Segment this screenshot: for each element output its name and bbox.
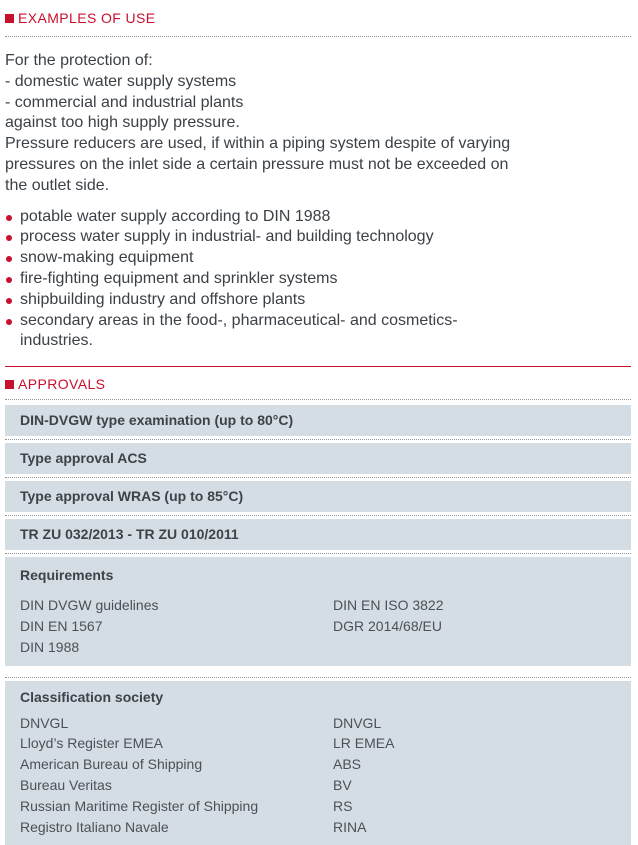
classification-right-column bbox=[333, 713, 394, 838]
intro-line: - domestic water supply systems bbox=[5, 72, 237, 90]
classification-left-column bbox=[20, 713, 332, 838]
list-item: DIN EN 1567 bbox=[20, 617, 103, 634]
list-item: DIN DVGW guidelines bbox=[20, 597, 159, 614]
approval-divider bbox=[5, 515, 631, 516]
requirements-right-column bbox=[333, 595, 444, 637]
list-item: BV bbox=[333, 776, 352, 793]
list-item: Registro Italiano Navale bbox=[20, 818, 169, 835]
list-item-text: process water supply in industrial- and building technology bbox=[20, 228, 434, 246]
requirements-box bbox=[5, 557, 631, 665]
list-item bbox=[5, 269, 631, 290]
list-item-text: potable water supply according to DIN 1988 bbox=[20, 207, 331, 225]
list-item: DNVGL bbox=[20, 714, 69, 731]
red-square-icon bbox=[5, 14, 14, 23]
approval-item: DIN-DVGW type examination (up to 80°C) bbox=[5, 405, 631, 436]
intro-line: against too high supply pressure. bbox=[5, 114, 240, 132]
approval-divider bbox=[5, 477, 631, 478]
list-item: Russian Maritime Register of Shipping bbox=[20, 797, 259, 814]
list-item: DIN 1988 bbox=[20, 638, 80, 655]
requirements-divider bbox=[5, 677, 631, 678]
bullet-dot-icon bbox=[6, 256, 12, 262]
intro-line: pressures on the inlet side a certain pressure must not be exceeded on bbox=[5, 155, 509, 173]
list-item-text: industries. bbox=[20, 332, 93, 350]
intro-text bbox=[5, 51, 631, 197]
approval-item: Type approval ACS bbox=[5, 443, 631, 474]
classification-box bbox=[5, 681, 631, 845]
bullet-dot-icon bbox=[6, 235, 12, 241]
approvals-divider bbox=[5, 399, 631, 400]
list-item-text: snow-making equipment bbox=[20, 249, 194, 267]
bullet-dot-icon bbox=[6, 298, 12, 304]
approvals-title: APPROVALS bbox=[18, 376, 106, 393]
list-item: DGR 2014/68/EU bbox=[333, 617, 442, 634]
bullet-dot-icon bbox=[6, 215, 12, 221]
examples-divider bbox=[5, 36, 631, 37]
approval-item: Type approval WRAS (up to 85°C) bbox=[5, 481, 631, 512]
list-item: American Bureau of Shipping bbox=[20, 756, 203, 773]
list-item bbox=[5, 311, 631, 353]
list-item: ABS bbox=[333, 756, 362, 773]
list-item: Lloyd’s Register EMEA bbox=[20, 735, 163, 752]
use-case-list bbox=[5, 207, 631, 353]
list-item-text: fire-fighting equipment and sprinkler systems bbox=[20, 269, 338, 287]
classification-title: Classification society bbox=[20, 688, 164, 705]
requirements-title: Requirements bbox=[20, 567, 114, 584]
list-item: RINA bbox=[333, 818, 367, 835]
requirements-left-column bbox=[20, 595, 332, 657]
intro-line: For the protection of: bbox=[5, 52, 153, 69]
list-item-text: shipbuilding industry and offshore plants bbox=[20, 290, 306, 308]
list-item: DIN EN ISO 3822 bbox=[333, 597, 444, 614]
list-item bbox=[5, 290, 631, 311]
approval-divider bbox=[5, 439, 631, 440]
list-item bbox=[5, 248, 631, 269]
approval-divider bbox=[5, 553, 631, 554]
list-item bbox=[5, 227, 631, 248]
examples-title: EXAMPLES OF USE bbox=[18, 10, 156, 26]
datasheet-page bbox=[5, 0, 631, 845]
intro-line: the outlet side. bbox=[5, 176, 110, 194]
bullet-dot-icon bbox=[6, 319, 12, 325]
list-item: RS bbox=[333, 797, 353, 814]
list-item: LR EMEA bbox=[333, 735, 395, 752]
red-square-icon bbox=[5, 380, 14, 389]
intro-line: - commercial and industrial plants bbox=[5, 93, 244, 111]
list-item: DNVGL bbox=[333, 714, 382, 731]
examples-header bbox=[5, 0, 631, 36]
intro-line: Pressure reducers are used, if within a piping system despite of varying bbox=[5, 135, 511, 153]
approvals-list bbox=[5, 405, 631, 845]
bullet-dot-icon bbox=[6, 277, 12, 283]
list-item bbox=[5, 207, 631, 228]
approvals-header bbox=[5, 367, 631, 399]
list-item-text: secondary areas in the food-, pharmaceutical- and cosmetics- bbox=[20, 311, 458, 329]
approval-item: TR ZU 032/2013 - TR ZU 010/2011 bbox=[5, 519, 631, 550]
list-item: Bureau Veritas bbox=[20, 776, 112, 793]
